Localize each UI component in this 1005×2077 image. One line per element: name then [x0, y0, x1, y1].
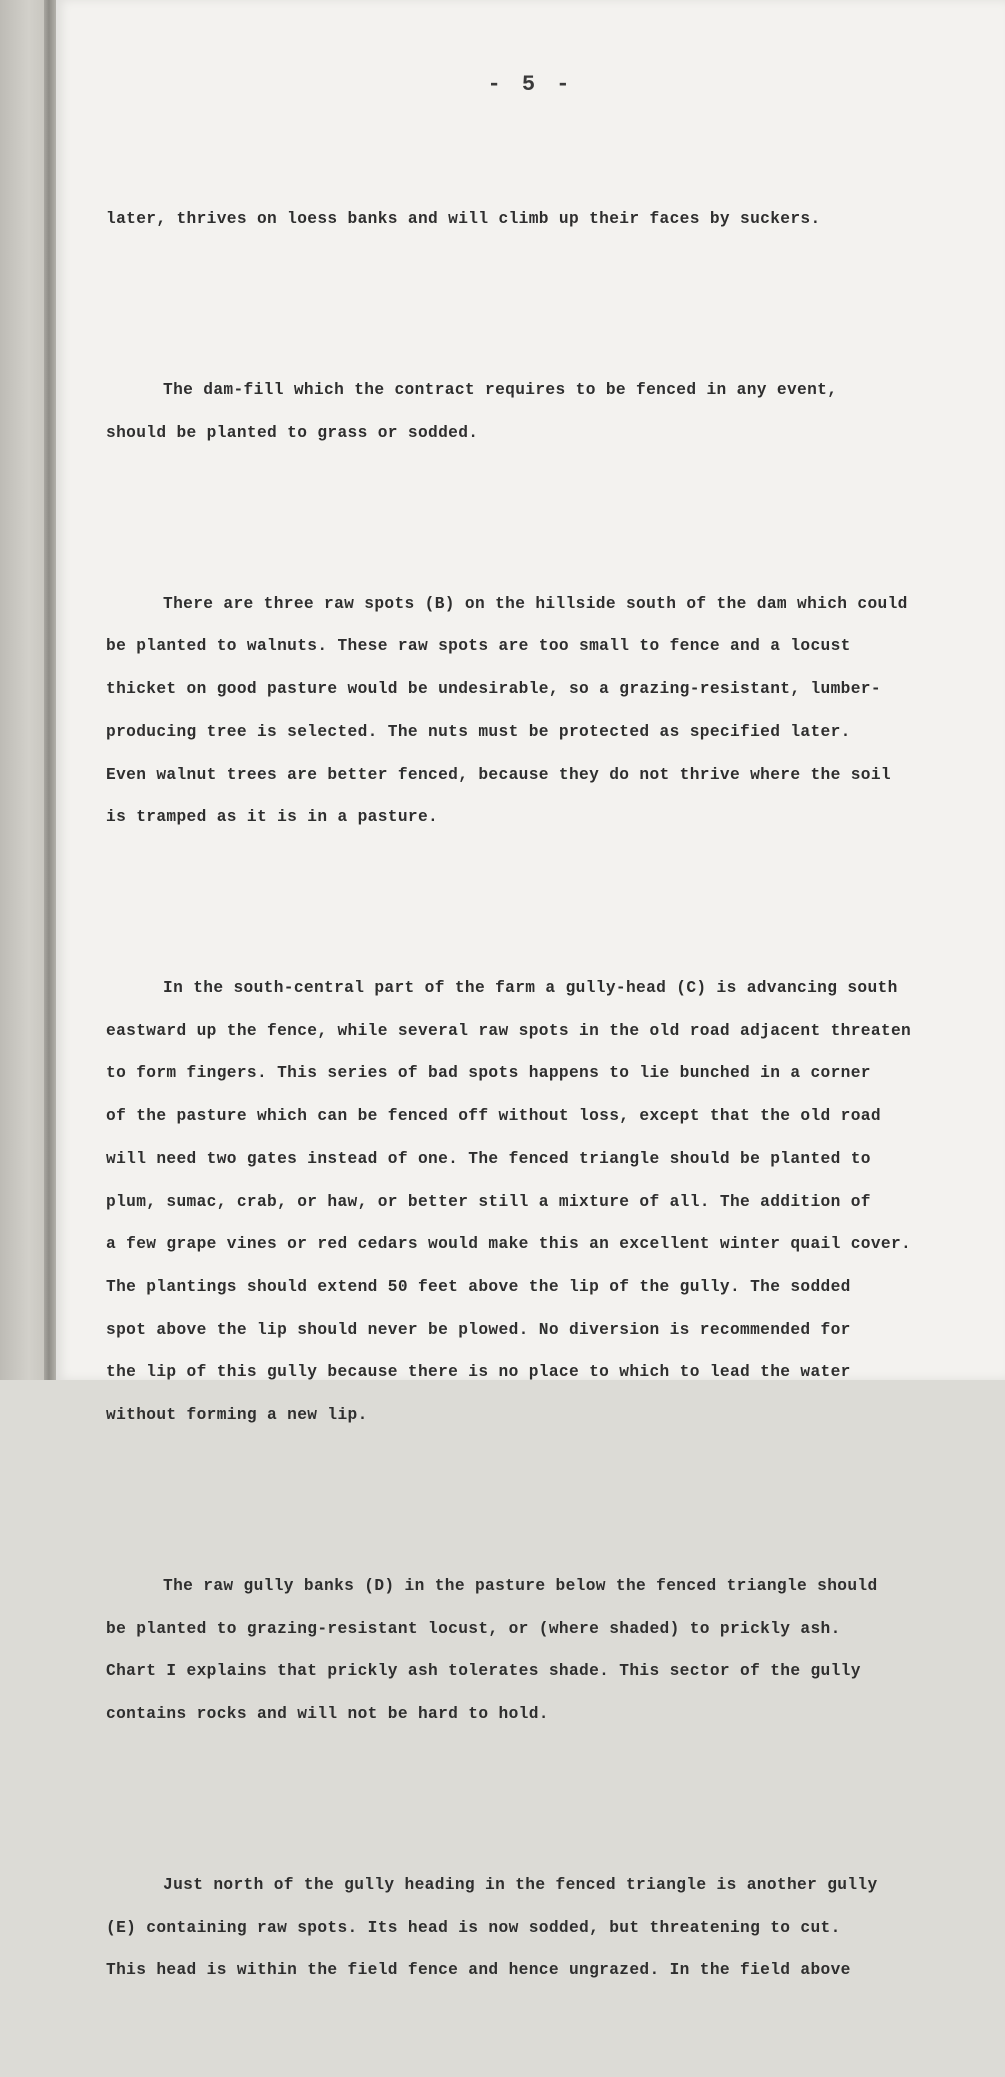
text-line: spot above the lip should never be plowed. No diversion is recommended for — [106, 1320, 851, 1339]
page-number: - 5 - — [487, 72, 574, 97]
paragraph — [106, 583, 986, 839]
paragraph — [106, 967, 986, 1437]
text-line: In the south-central part of the farm a gully-head (C) is advancing south — [163, 979, 898, 998]
text-line: producing tree is selected. The nuts must be protected as specified later. — [106, 722, 851, 741]
text-line: Just north of the gully heading in the fenced triangle is another gully — [163, 1875, 878, 1894]
text-line: without forming a new lip. — [106, 1406, 368, 1425]
text-line: a few grape vines or red cedars would make this an excellent winter quail cover. — [106, 1235, 912, 1254]
text-line: eastward up the fence, while several raw spots in the old road adjacent threaten — [106, 1021, 912, 1040]
text-line: be planted to grazing-resistant locust, or (where shaded) to prickly ash. — [106, 1619, 841, 1638]
text-line: be planted to walnuts. These raw spots are too small to fence and a locust — [106, 637, 851, 656]
typewritten-page — [56, 0, 1005, 1980]
text-line: later, thrives on loess banks and will climb up their faces by suckers. — [106, 210, 821, 229]
text-line: contains rocks and will not be hard to hold. — [106, 1705, 549, 1724]
text-line: the lip of this gully because there is no place to which to lead the water — [106, 1363, 851, 1382]
text-line: to form fingers. This series of bad spots happens to lie bunched in a corner — [106, 1064, 871, 1083]
paragraph — [106, 369, 986, 454]
paragraph — [106, 198, 986, 241]
body-text — [106, 113, 986, 2077]
text-line: plum, sumac, crab, or haw, or better still a mixture of all. The addition of — [106, 1192, 871, 1211]
text-line: This head is within the field fence and hence ungrazed. In the field above — [106, 1961, 851, 1980]
text-line: thicket on good pasture would be undesirable, so a grazing-resistant, lumber- — [106, 680, 881, 699]
text-line: should be planted to grass or sodded. — [106, 423, 479, 442]
text-line: The dam-fill which the contract requires to be fenced in any event, — [163, 381, 838, 400]
paragraph — [106, 1565, 986, 1736]
text-line: will need two gates instead of one. The fenced triangle should be planted to — [106, 1149, 871, 1168]
text-line: Chart I explains that prickly ash tolerates shade. This sector of the gully — [106, 1662, 861, 1681]
text-line: of the pasture which can be fenced off without loss, except that the old road — [106, 1107, 881, 1126]
page-gutter — [44, 0, 56, 1380]
text-line: Even walnut trees are better fenced, because they do not thrive where the soil — [106, 765, 891, 784]
text-line: (E) containing raw spots. Its head is now sodded, but threatening to cut. — [106, 1918, 841, 1937]
paragraph — [106, 1864, 986, 1992]
text-line: is tramped as it is in a pasture. — [106, 808, 439, 827]
text-line: The raw gully banks (D) in the pasture below the fenced triangle should — [163, 1576, 878, 1595]
text-line: There are three raw spots (B) on the hillside south of the dam which could — [163, 594, 908, 613]
text-line: The plantings should extend 50 feet above the lip of the gully. The sodded — [106, 1277, 851, 1296]
